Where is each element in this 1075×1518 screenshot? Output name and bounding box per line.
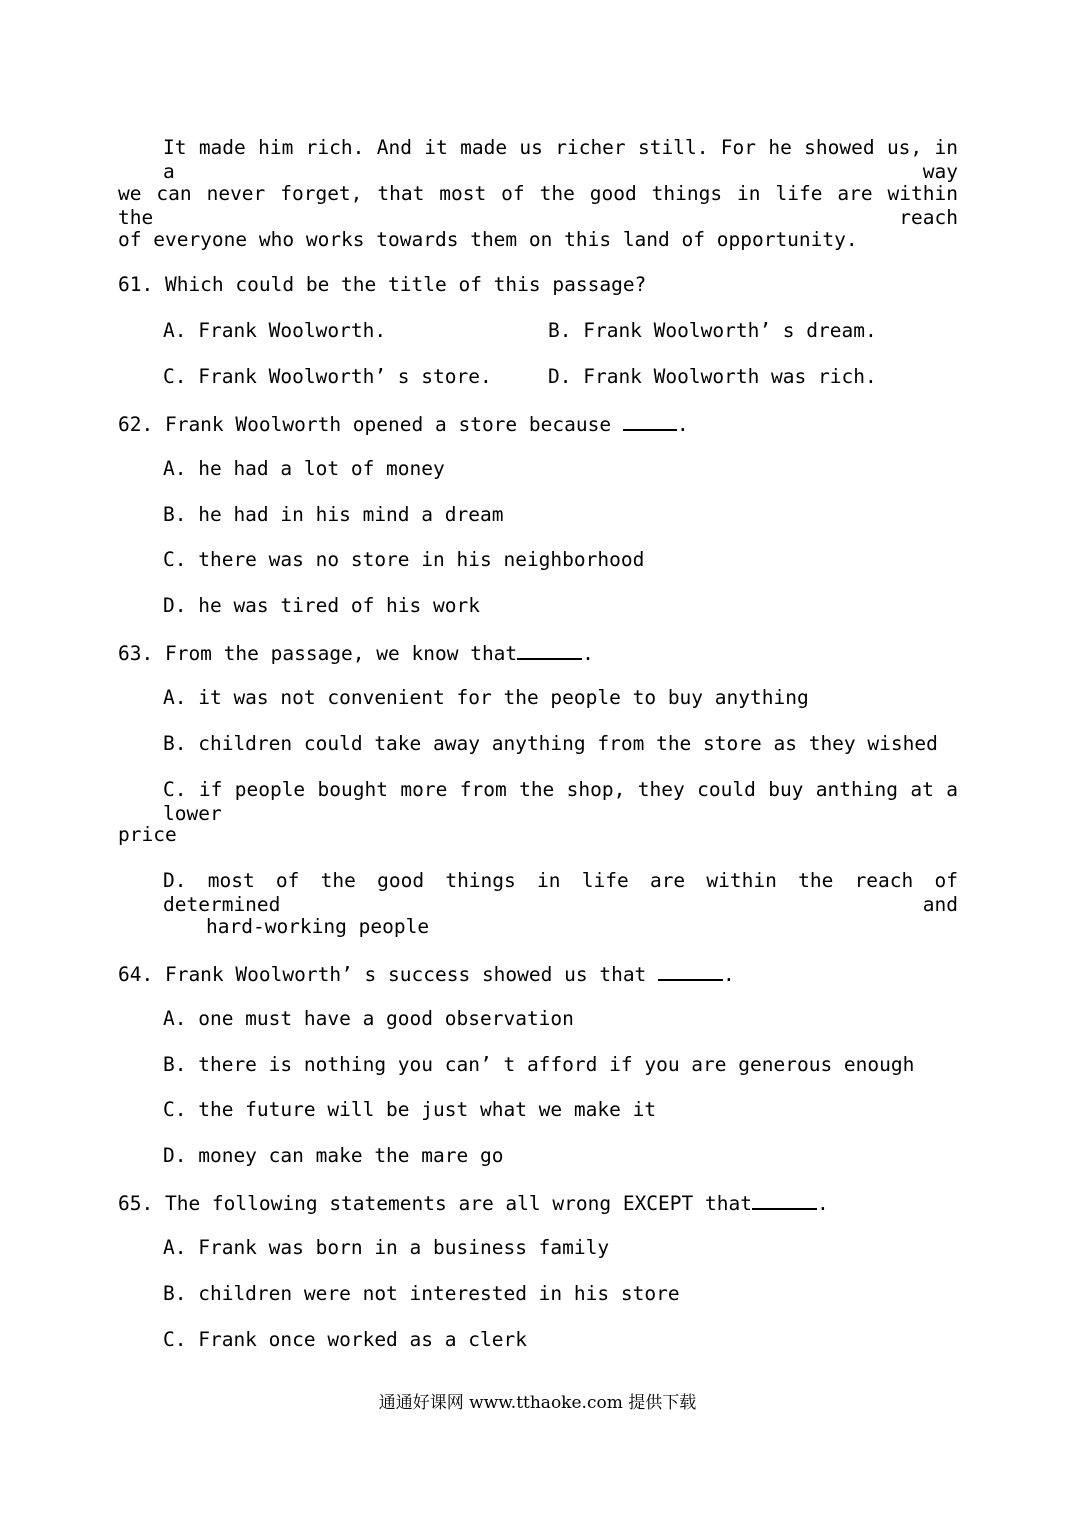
question-64-option-b: B. there is nothing you can’ t afford if you are generous enough (163, 1053, 915, 1076)
question-62-stem: 62. Frank Woolworth opened a store because (118, 413, 623, 436)
question-63-stem: 63. From the passage, we know that (118, 642, 518, 665)
question-65-option-b: B. children were not interested in his store (163, 1282, 680, 1305)
question-61-option-d: D. Frank Woolworth was rich. (548, 365, 877, 388)
answer-blank (752, 1190, 817, 1210)
answer-blank (517, 640, 582, 660)
question-63-stem-line (118, 640, 594, 666)
question-62-option-c: C. there was no store in his neighborhood (163, 548, 645, 571)
question-65-option-a: A. Frank was born in a business family (163, 1236, 610, 1259)
passage-line-1: It made him rich. And it made us richer still. For he showed us, in a way (163, 136, 958, 183)
question-62-end: . (676, 413, 689, 436)
question-62-option-a: A. he had a lot of money (163, 457, 445, 480)
question-64-stem: 64. Frank Woolworth’ s success showed us that (118, 963, 659, 986)
question-61-stem: 61. Which could be the title of this passage? (118, 273, 647, 296)
page-footer: 通通好课网 www.tthaoke.com 提供下载 (378, 1393, 697, 1413)
question-61-option-c: C. Frank Woolworth’ s store. (163, 365, 492, 388)
passage-line-3: of everyone who works towards them on this land of opportunity. (118, 228, 858, 251)
question-65-option-c: C. Frank once worked as a clerk (163, 1328, 527, 1351)
question-63-end: . (582, 642, 594, 665)
question-61-option-b: B. Frank Woolworth’ s dream. (548, 319, 877, 342)
question-64-stem-line (118, 961, 735, 987)
question-63-option-a: A. it was not convenient for the people to buy anything (163, 686, 809, 709)
question-64-end: . (723, 963, 735, 986)
question-65-stem: 65. The following statements are all wrong EXCEPT that (118, 1192, 752, 1215)
question-64-option-d: D. money can make the mare go (163, 1144, 504, 1167)
question-63-option-c-line-2: price (118, 823, 177, 846)
answer-blank (658, 961, 723, 981)
question-63-option-b: B. children could take away anything from the store as they wished (163, 732, 938, 755)
question-65-end: . (816, 1192, 829, 1215)
question-63-option-c-line-1: C. if people bought more from the shop, they could buy anthing at a lower (163, 778, 958, 825)
question-65-stem-line (118, 1190, 829, 1216)
question-61-option-a: A. Frank Woolworth. (163, 319, 387, 342)
question-64-option-c: C. the future will be just what we make it (163, 1098, 657, 1121)
question-62-option-d: D. he was tired of his work (163, 594, 480, 617)
question-63-option-d-line-1: D. most of the good things in life are within the reach of determined and (163, 869, 958, 916)
answer-blank (623, 411, 677, 431)
question-63-option-d-line-2: hard-working people (206, 915, 430, 938)
passage-line-2: we can never forget, that most of the good things in life are within the reach (118, 182, 958, 229)
question-62-option-b: B. he had in his mind a dream (163, 503, 504, 526)
question-64-option-a: A. one must have a good observation (163, 1007, 574, 1030)
question-62-stem-line (118, 411, 689, 437)
